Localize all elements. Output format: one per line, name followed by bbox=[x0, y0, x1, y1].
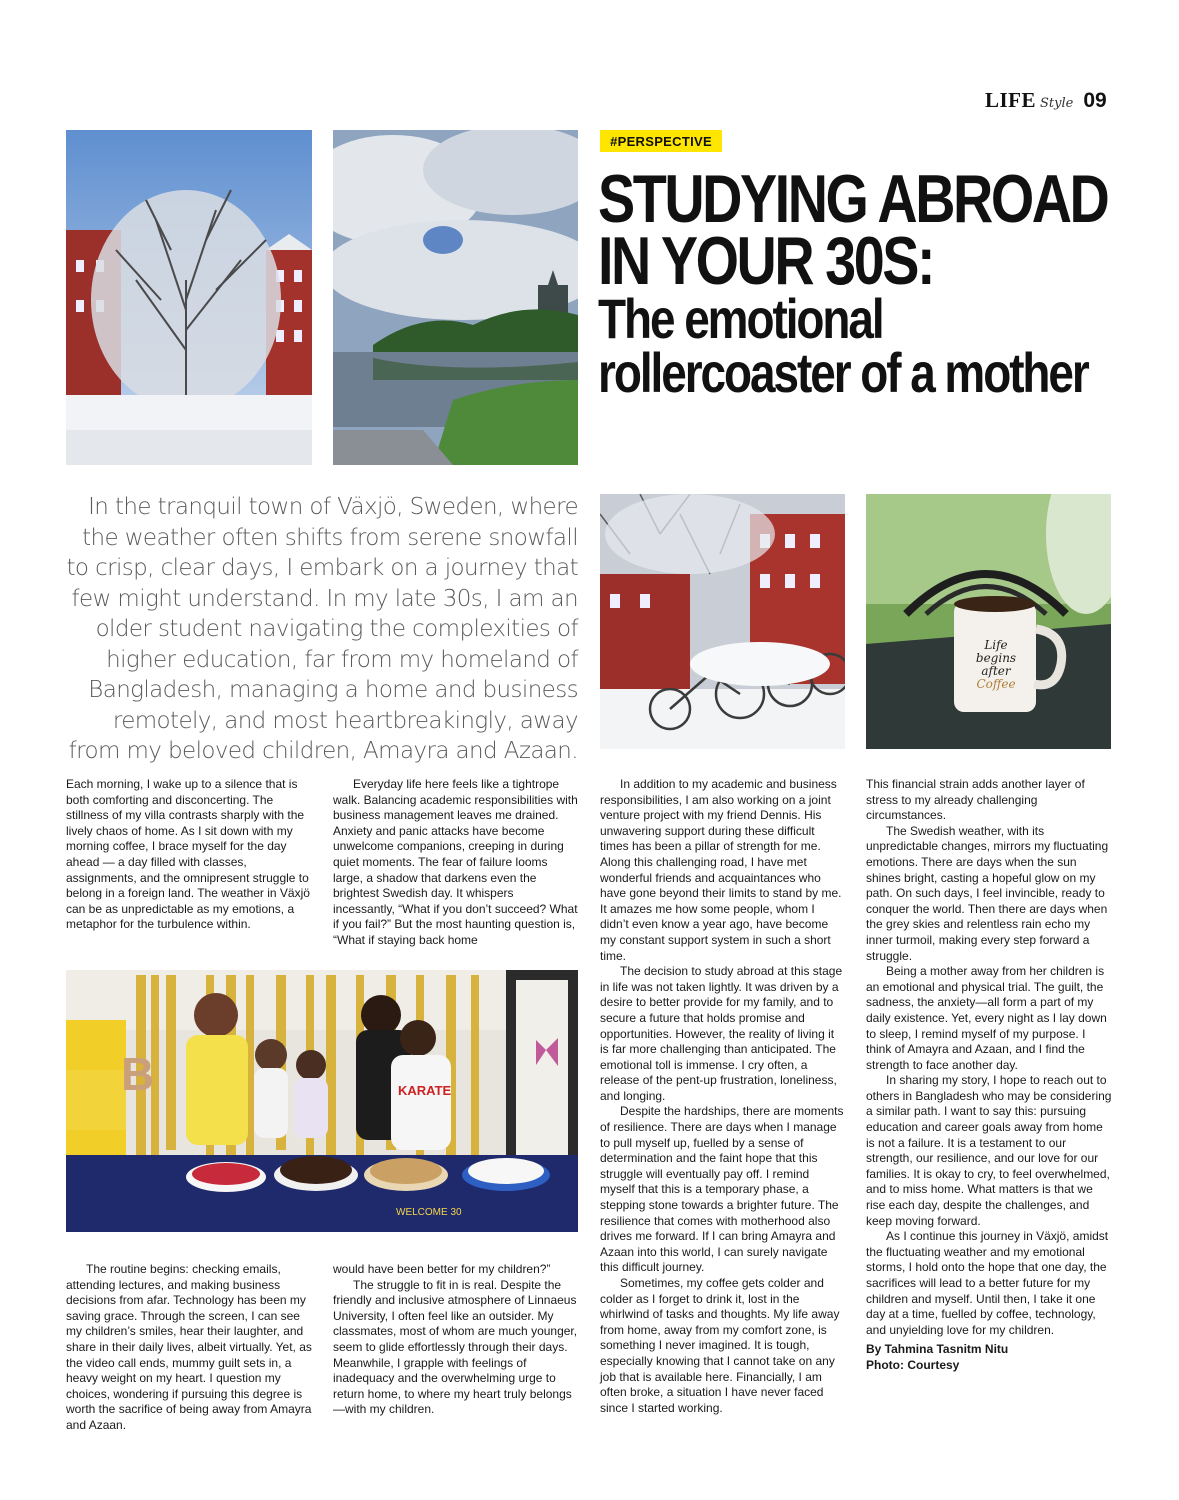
paragraph: Each morning, I wake up to a silence that is both comforting and disconcerting. The stillness of my villa contrasts sharply with the lively chaos of home. As I sit down with my morning coffee, I brace myself for the day ahead — a day filled with classes, assignments, and the omnipresent struggle to belong in a foreign land. The weather in Växjö can be as unpredictable as my emotions, a metaphor for the turbulence within. bbox=[66, 777, 310, 932]
paragraph: In sharing my story, I hope to reach out to others in Bangladesh who may be considering a similar path. I want to say this: pursuing education and career goals away from home is not a failure. It is a testament to our strength, our resilience, and our love for our families. It is okay to cry, to feel overwhelmed, and to miss home. What matters is that we rise each day, despite the challenges, and keep moving forward. bbox=[866, 1073, 1112, 1228]
paragraph: Despite the hardships, there are moments of resilience. There are days when I manage to pull myself up, fuelled by a sense of determination and the faint hope that this struggle will eventually pay off. I remind myself that this is a temporary phase, a stepping stone towards a brighter future. The resilience that comes with motherhood also drives me forward. If I can bring Amayra and Azaan into this world, I can surely navigate this difficult journey. bbox=[600, 1104, 844, 1275]
mug-text-line-1: Life bbox=[984, 638, 1008, 652]
shirt-text: KARATE bbox=[398, 1083, 452, 1098]
mug-text-line-3: after bbox=[981, 664, 1011, 678]
headline-line-4: rollercoaster of a mother bbox=[598, 341, 1088, 404]
svg-text:B: B bbox=[121, 1048, 155, 1100]
masthead-life: LIFE bbox=[985, 88, 1037, 112]
paragraph: The routine begins: checking emails, attending lectures, and making business decisions from afar. Technology has been my saving grace. Through the screen, I can see my children’s smiles, hear their laughter, and share in their daily lives, albeit virtually. Yet, as the video call ends, mummy guilt sets in, a heavy weight on my heart. I question my choices, wondering if pursuing this degree is worth the sacrifice of being away from Amayra and Azaan. bbox=[66, 1262, 312, 1432]
paragraph: The decision to study abroad at this stage in life was not taken lightly. It was driven by a desire to better provide for my family, and to secure a future that holds promise and opportunities. However, the reality of living it is far more challenging than anticipated. The emotional toll is immense. I cry often, a release of the pent-up frustration, loneliness, and longing. bbox=[600, 964, 843, 1103]
column-2-top bbox=[333, 777, 578, 949]
column-2-bottom bbox=[333, 1262, 578, 1418]
mug-text bbox=[966, 639, 1026, 691]
paragraph: Being a mother away from her children is an emotional and physical trial. The guilt, the sadness, the anxiety—all form a part of my daily existence. Yet, every night as I lay down to sleep, I remind myself of my purpose. I think of Amayra and Azaan, and I find the strength to face another day. bbox=[866, 964, 1107, 1072]
photo-snowy-tree bbox=[66, 130, 312, 465]
paragraph: In addition to my academic and business responsibilities, I am also working on a joint venture project with my friend Dennis. His unwavering support during these difficult times has been a pillar of strength for me. Along this challenging road, I have met wonderful friends and acquaintances who have gone beyond their limits to stand by me. It amazes me how some people, whom I didn’t even know a year ago, have become my constant support system in such a short time. bbox=[600, 777, 842, 963]
photo-lake bbox=[333, 130, 578, 465]
masthead-style: Style bbox=[1040, 96, 1074, 111]
paragraph: The Swedish weather, with its unpredictable changes, mirrors my fluctuating emotions. There are days when the sun shines bright, casting a hopeful glow on my path. On such days, I feel invincible, ready to conquer the world. Then there are days when the grey skies and relentless rain echo my inner turmoil, making every step forward a struggle. bbox=[866, 823, 1109, 963]
photo-snowy-bicycles bbox=[600, 494, 845, 749]
headline-line-1: STUDYING ABROAD bbox=[598, 161, 1108, 237]
photo-birthday-cakes bbox=[66, 970, 578, 1232]
headline-line-3: The emotional bbox=[598, 287, 883, 350]
paragraph: This financial strain adds another layer of stress to my already challenging circumstances. bbox=[866, 777, 1085, 823]
paragraph: Everyday life here feels like a tightrope walk. Balancing academic responsibilities with business management leaves me drained. Anxiety and panic attacks have become unwelcome companions, creeping in during quiet moments. The fear of failure looms large, a shadow that darkens even the brightest Swedish day. It whispers incessantly, “What if you don’t succeed? What if you fail?” But the most haunting question is, “What if staying back home bbox=[333, 777, 578, 947]
photo-credit: Photo: Courtesy bbox=[866, 1357, 960, 1372]
headline bbox=[598, 161, 1158, 404]
headline-line-2: IN YOUR 30S: bbox=[598, 223, 934, 299]
paragraph: would have been better for my children?” bbox=[333, 1262, 551, 1276]
banner-text: WELCOME 30 bbox=[396, 1207, 462, 1218]
paragraph: The struggle to fit in is real. Despite the friendly and inclusive atmosphere of Linnaeus University, I often feel like an outsider. My classmates, most of whom are much younger, seem to glide effortlessly through their days. Meanwhile, I grapple with feelings of inadequacy and the overwhelming urge to return home, to where my heart truly belongs—with my children. bbox=[333, 1277, 578, 1417]
lede-paragraph: In the tranquil town of Växjö, Sweden, where the weather often shifts from serene snowfall to crisp, clear days, I embark on a journey that few might understand. In my late 30s, I am an older student navigating the complexities of higher education, far from my homeland of Bangladesh, managing a home and business remotely, and most heartbreakingly, away from my beloved children, Amayra and Azaan. bbox=[66, 494, 578, 764]
paragraph: Sometimes, my coffee gets colder and colder as I forget to drink it, lost in the whirlwind of tasks and thoughts. My life away from home, away from my comfort zone, is something I never imagined. It is tough, especially knowing that I cannot take on any job that is available here. Financially, I am often broke, a situation I have never faced since I started working. bbox=[600, 1276, 840, 1415]
column-3 bbox=[600, 777, 845, 1416]
column-1-bottom bbox=[66, 1262, 312, 1434]
paragraph: As I continue this journey in Växjö, amidst the fluctuating weather and my emotional storms, I hold onto the hope that one day, the sacrifices will lead to a better future for my children and myself. Until then, I take it one day at a time, fuelled by coffee, technology, and unyielding love for my children. bbox=[866, 1229, 1109, 1337]
column-4 bbox=[866, 777, 1112, 1374]
page-number: 09 bbox=[1083, 89, 1107, 112]
byline: By Tahmina Tasnitm Nitu bbox=[866, 1342, 1009, 1357]
column-1-top bbox=[66, 777, 312, 933]
mug-text-line-2: begins bbox=[975, 651, 1017, 665]
masthead bbox=[985, 88, 1107, 114]
mug-text-line-4: Coffee bbox=[976, 677, 1016, 691]
photo-coffee-mug bbox=[866, 494, 1111, 749]
section-tag: #PERSPECTIVE bbox=[600, 130, 722, 152]
